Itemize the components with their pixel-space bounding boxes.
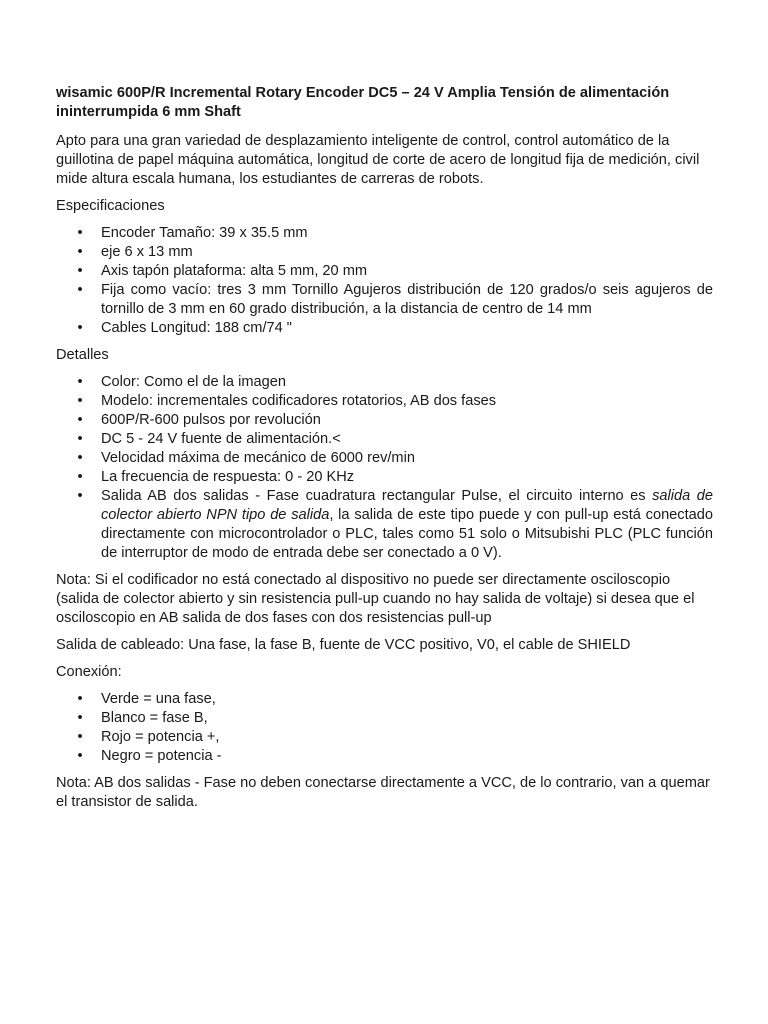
list-item: • Color: Como el de la imagen bbox=[56, 373, 713, 392]
bullet-icon: • bbox=[77, 374, 83, 390]
list-item: • Velocidad máxima de mecánico de 6000 rev/min bbox=[56, 449, 713, 468]
details-list bbox=[56, 373, 713, 563]
specs-list bbox=[56, 224, 713, 338]
list-item: • Negro = potencia - bbox=[56, 747, 713, 766]
bullet-icon: • bbox=[77, 710, 83, 726]
document-title: wisamic 600P/R Incremental Rotary Encoder DC5 – 24 V Amplia Tensión de alimentación ininterrumpida 6 mm Shaft bbox=[56, 85, 670, 120]
bullet-icon: • bbox=[77, 691, 83, 707]
wiring-paragraph: Salida de cableado: Una fase, la fase B, fuente de VCC positivo, V0, el cable de SHIELD bbox=[56, 637, 631, 653]
details-heading: Detalles bbox=[56, 347, 109, 363]
connection-heading: Conexión: bbox=[56, 664, 122, 680]
output-text-1: Salida AB dos salidas - Fase cuadratura rectangular Pulse, el circuito interno es bbox=[101, 488, 653, 504]
list-item: • Blanco = fase B, bbox=[56, 709, 713, 728]
bullet-icon: • bbox=[77, 263, 83, 279]
list-item bbox=[56, 487, 713, 563]
bullet-icon: • bbox=[77, 282, 83, 298]
bullet-icon: • bbox=[77, 488, 83, 504]
specs-heading: Especificaciones bbox=[56, 198, 165, 214]
list-item: • Rojo = potencia +, bbox=[56, 728, 713, 747]
note-paragraph: Nota: Si el codificador no está conectado al dispositivo no puede ser directamente osciloscopio (salida de colector abierto y sin resistencia pull-up cuando no hay salida de voltaje) si desea que el osciloscopio en AB salida de dos fases con dos resistencias pull-up bbox=[56, 572, 695, 626]
note-paragraph-2: Nota: AB dos salidas - Fase no deben conectarse directamente a VCC, de lo contrario, van a quemar el transistor de salida. bbox=[56, 775, 710, 810]
list-item: • DC 5 - 24 V fuente de alimentación.< bbox=[56, 430, 713, 449]
list-item: • Cables Longitud: 188 cm/74 " bbox=[56, 319, 713, 338]
bullet-icon: • bbox=[77, 412, 83, 428]
bullet-icon: • bbox=[77, 244, 83, 260]
bullet-icon: • bbox=[77, 729, 83, 745]
bullet-icon: • bbox=[77, 450, 83, 466]
bullet-icon: • bbox=[77, 320, 83, 336]
document-body bbox=[56, 84, 713, 820]
bullet-icon: • bbox=[77, 469, 83, 485]
connection-list bbox=[56, 690, 713, 766]
bullet-icon: • bbox=[77, 225, 83, 241]
intro-paragraph: Apto para una gran variedad de desplazamiento inteligente de control, control automático de la guillotina de papel máquina automática, longitud de corte de acero de longitud fija de medición, civil mide altura escala humana, los estudiantes de carreras de robots. bbox=[56, 133, 700, 187]
list-item: • Encoder Tamaño: 39 x 35.5 mm bbox=[56, 224, 713, 243]
list-item: • Axis tapón plataforma: alta 5 mm, 20 mm bbox=[56, 262, 713, 281]
output-text-2: , la salida de este tipo puede y con pull-up está conectado directamente con microcontrolador o PLC, tales como 51 solo o Mitsubishi PLC (PLC función de interruptor de modo de entrada debe ser conectado a 0 V). bbox=[101, 507, 713, 561]
list-item: • La frecuencia de respuesta: 0 - 20 KHz bbox=[56, 468, 713, 487]
list-item: • 600P/R-600 pulsos por revolución bbox=[56, 411, 713, 430]
list-item: • Modelo: incrementales codificadores rotatorios, AB dos fases bbox=[56, 392, 713, 411]
bullet-icon: • bbox=[77, 748, 83, 764]
list-item: • eje 6 x 13 mm bbox=[56, 243, 713, 262]
output-text-italic: salida de colector abierto NPN tipo de salida bbox=[101, 488, 714, 523]
bullet-icon: • bbox=[77, 431, 83, 447]
list-item: • Verde = una fase, bbox=[56, 690, 713, 709]
bullet-icon: • bbox=[77, 393, 83, 409]
list-item: • Fija como vacío: tres 3 mm Tornillo Agujeros distribución de 120 grados/o seis agujeros de tornillo de 3 mm en 60 grado distribución, a la distancia de centro de 14 mm bbox=[56, 281, 713, 319]
